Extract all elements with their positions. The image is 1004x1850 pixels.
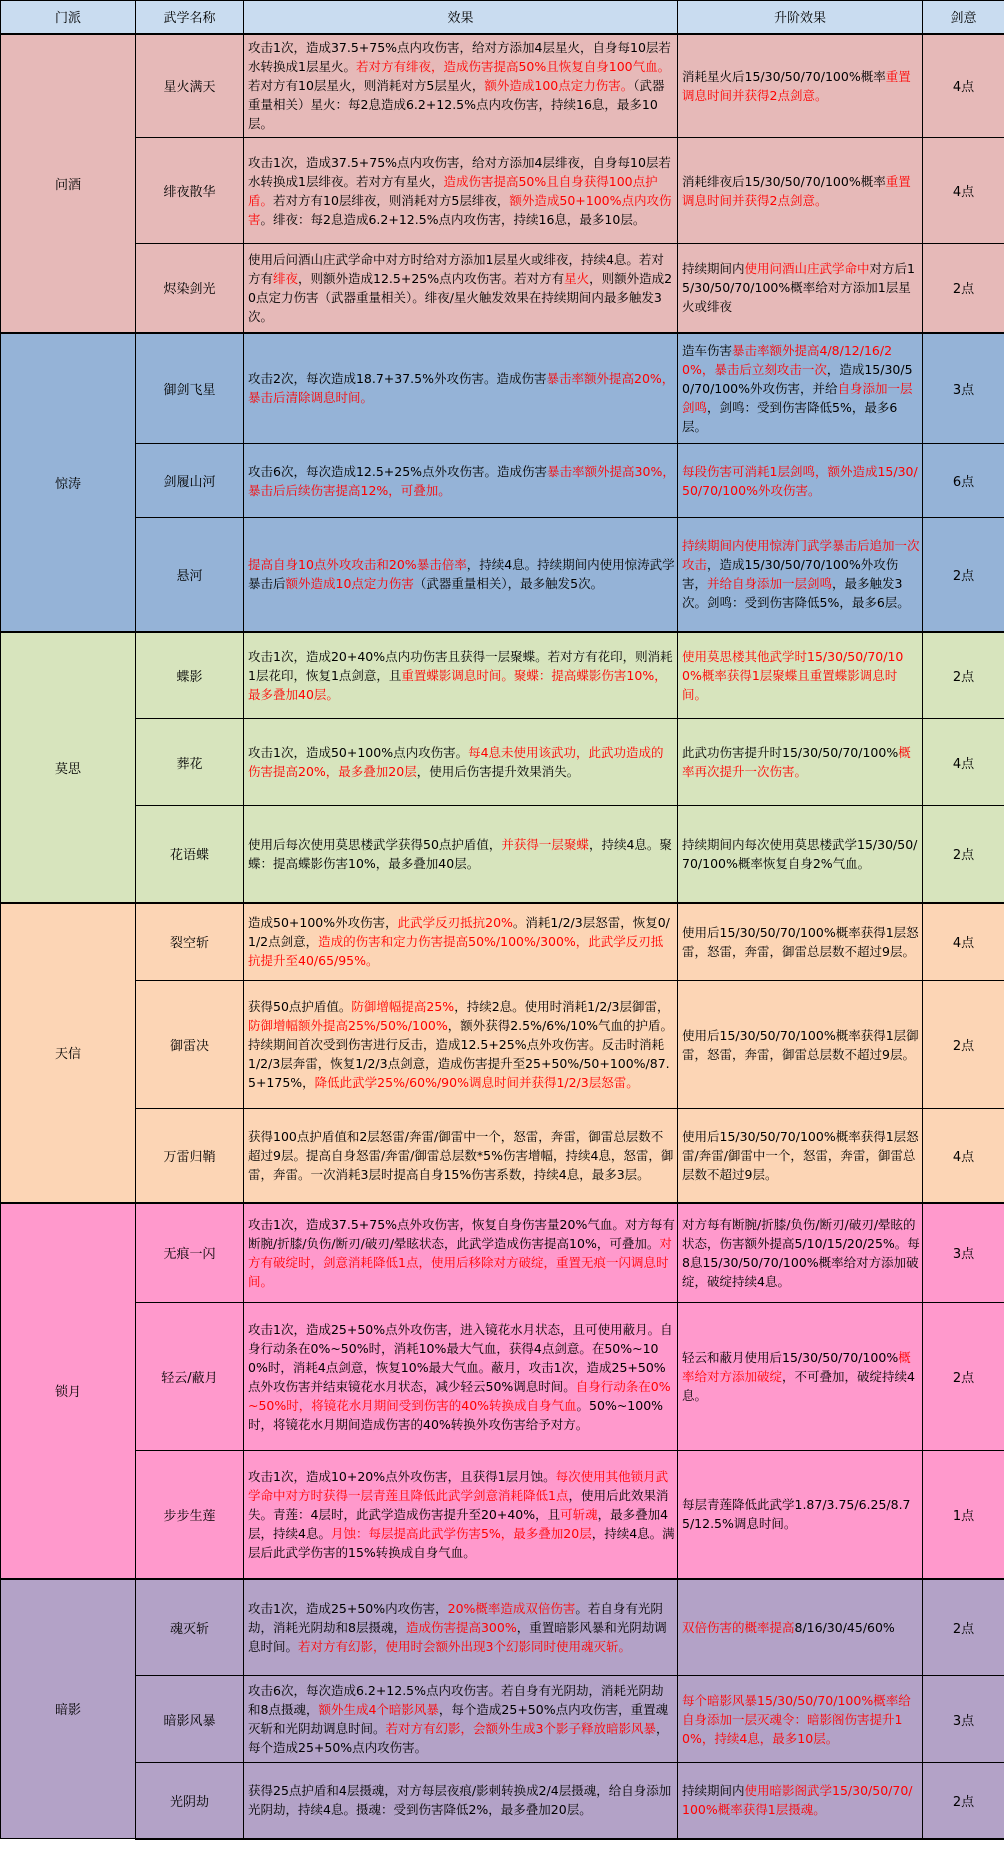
plain-text: ，则额外造成12.5+25%点内攻伤害。若对方有 [298,270,565,286]
highlighted-text: 额外造成100点定力伤害。 [484,78,634,94]
plain-text: 造成50+100%外攻伤害， [248,915,398,931]
skill-row [1,1203,1004,1303]
plain-text: 消耗星火后15/30/50/70/100%概率 [682,68,886,84]
skill-name-cell: 光阴劫 [136,1763,244,1839]
plain-text: 8/16/30/45/60% [794,1619,895,1635]
skill-row [1,1676,1004,1763]
plain-text: （武器重量相关），最多触发5次。 [413,576,604,592]
plain-text: 持续期间内 [682,1783,745,1799]
sword-intent-cell: 2点 [923,632,1004,719]
effect-cell [244,34,678,138]
plain-text: 。若自身有光阴劫，消耗光阴劫和8层摄魂， [248,1600,663,1635]
plain-text: 使用后15/30/50/70/100%概率获得1层怒雷，怒雷，奔雷，御雷总层数不超过9层。 [682,924,919,959]
sect-cell: 莫思 [1,632,136,903]
effect-cell [244,719,678,806]
plain-text: ，使用后此效果消失。青莲：4层时，此武学造成伤害提升至20+40%，且 [248,1487,669,1522]
sect-cell: 问酒 [1,34,136,333]
column-header: 效果 [244,1,678,34]
skill-name-cell: 葬花 [136,719,244,806]
highlighted-text: 每4息未使用该武功，此武功造成的伤害提高20%，最多叠加20层 [248,745,664,779]
highlighted-text: 概率给对方添加破绽 [682,1350,911,1384]
skill-name-cell: 暗影风暴 [136,1676,244,1763]
highlighted-text: 暴击率额外提高30%，暴击后后续伤害提高12%，可叠加。 [248,463,675,498]
upgrade-effect-cell [678,719,923,806]
plain-text: 攻击2次，每次造成18.7+37.5%外攻伤害。造成伤害 [248,371,547,387]
highlighted-text: 星火 [564,270,590,286]
effect-cell [244,1763,678,1839]
plain-text: 造车伤害 [682,342,733,358]
plain-text: ，不可叠加，破绽持续4息。 [682,1369,915,1403]
column-header: 武学名称 [136,1,244,34]
effect-cell [244,903,678,981]
plain-text: 若对方有10层绯夜，则消耗对方5层绯夜， [273,192,510,208]
upgrade-effect-cell [678,444,923,518]
highlighted-text: 若对方有幻影，使用时会额外出现3个幻影同时使用魂灭斩。 [298,1638,631,1654]
highlighted-text: 绯夜 [273,270,299,286]
sword-intent-cell: 4点 [923,719,1004,806]
plain-text: ，持续4息。持续期间内使用惊涛武学暴击后 [248,557,675,592]
plain-text: ，持续4息。满层后此武学伤害的15%转换成自身气血。 [248,1525,675,1560]
plain-text: ，则额外造成20点定力伤害（武器重量相关）。绯夜/星火触发效果在持续期间内最多触发3次。 [248,270,673,324]
highlighted-text: 重置调息时间并获得2点剑意。 [682,68,911,103]
skill-row [1,903,1004,981]
column-header: 升阶效果 [678,1,923,34]
highlighted-text: 每段伤害可消耗1层剑鸣，额外造成15/30/50/70/100%外攻伤害。 [682,463,918,498]
plain-text: 对方后15/30/50/70/100%概率给对方添加1层星火或绯夜 [682,261,915,315]
skill-row [1,138,1004,244]
sword-intent-cell: 1点 [923,1451,1004,1579]
plain-text: 攻击1次，造成37.5+75%点内攻伤害，给对方添加4层星火，自身每10层若水转换成1层星火。 [248,40,671,75]
upgrade-effect-cell [678,1676,923,1763]
effect-cell [244,1676,678,1763]
upgrade-effect-cell [678,1763,923,1839]
column-header: 剑意 [923,1,1004,34]
highlighted-text: 降低此武学25%/60%/90%调息时间并获得1/2/3层怒雷。 [314,1075,639,1090]
skill-name-cell: 悬河 [136,518,244,632]
plain-text: 消耗绯夜后15/30/50/70/100%概率 [682,173,886,189]
plain-text: 获得100点护盾值和2层怒雷/奔雷/御雷中一个，怒雷，奔雷，御雷总层数不超过9层。提高自身怒雷/奔雷/御雷总层数*5%伤害增幅，持续4息，怒雷，御雷，奔雷。一次消耗3层时提高自身15%伤害系数，持续4息，最多3层。 [248,1128,674,1182]
sect-cell: 天信 [1,903,136,1203]
highlighted-text: 20%概率造成双倍伤害 [447,1600,576,1616]
highlighted-text: 此武学反刃抵抗20% [397,915,513,931]
highlighted-text: 月蚀：每层提高此武学伤害5%，最多叠加20层 [330,1525,592,1541]
plain-text: 使用后问酒山庄武学命中对方时给对方添加1层星火或绯夜，持续4息。若对方有 [248,251,664,286]
skill-row [1,34,1004,138]
skill-row [1,1579,1004,1676]
skill-row [1,1109,1004,1203]
skill-name-cell: 御剑飞星 [136,333,244,444]
skill-row [1,806,1004,903]
skill-name-cell: 魂灭斩 [136,1579,244,1676]
highlighted-text: 双倍伤害的概率提高 [682,1619,795,1635]
highlighted-text: 造成伤害提高50%且自身获得100点护盾。 [248,173,658,208]
plain-text: ，最多触发3次。剑鸣：受到伤害降低5%，最多6层。 [682,576,910,611]
plain-text: 攻击1次，造成25+50%内攻伤害， [248,1600,448,1616]
highlighted-text: 可斩魂 [560,1506,598,1522]
effect-cell [244,244,678,333]
effect-cell [244,138,678,244]
highlighted-text: 使用暗影阁武学15/30/50/70/100%概率获得1层摄魂。 [682,1783,913,1818]
plain-text: ，重置暗影风暴和光阴劫调息时间。 [248,1619,667,1654]
plain-text: 攻击6次，每次造成12.5+25%点外攻伤害。造成伤害 [248,463,548,479]
plain-text: ，持续2息。使用时消耗1/2/3层御雷， [454,999,670,1014]
sword-intent-cell: 3点 [923,1676,1004,1763]
highlighted-text: 每次使用其他锁月武学命中对方时获得一层青莲且降低此武学剑意消耗降低1点 [248,1468,669,1503]
highlighted-text: 若对方有绯夜，造成伤害提高50%且恢复自身100气血。 [355,59,671,75]
effect-cell [244,1303,678,1451]
plain-text: 。绯夜：每2息造成6.2+12.5%点内攻伤害，持续16息，最多10层。 [260,211,646,227]
sword-intent-cell: 4点 [923,1109,1004,1203]
skill-name-cell: 剑履山河 [136,444,244,518]
highlighted-text: 并给自身添加一层剑鸣 [707,576,833,592]
sword-intent-cell: 2点 [923,1303,1004,1451]
skill-row [1,518,1004,632]
upgrade-effect-cell [678,518,923,632]
sword-intent-cell: 2点 [923,981,1004,1109]
plain-text: 若对方有10层星火，则消耗对方5层星火， [248,78,485,94]
plain-text: ，额外获得2.5%/6%/10%气血的护盾。持续期间首次受到伤害进行反击，造成12.5+25%点外攻伤害。反击时消耗1/2/3层奔雷，恢复1/2/3点剑意，造成伤害提升至25+50%/50+100%/87.5+175%， [248,1018,674,1090]
plain-text: （武器重量相关）星火：每2息造成6.2+12.5%点内攻伤害，持续16息，最多10层。 [248,78,665,132]
highlighted-text: 造成的伤害和定力伤害提高50%/100%/300%，此武学反刃抵抗提升至40/65/95%。 [248,934,664,969]
plain-text: 使用后15/30/50/70/100%概率获得1层怒雷/奔雷/御雷中一个，怒雷，奔雷，御雷总层数不超过9层。 [682,1128,919,1182]
skill-row [1,632,1004,719]
highlighted-text: 每个暗影风暴15/30/50/70/100%概率给自身添加一层灭魂令：暗影阁伤害提升10%，持续4息，最多10层。 [682,1692,911,1746]
highlighted-text: 造成伤害提高300% [405,1619,517,1635]
skill-name-cell: 裂空斩 [136,903,244,981]
highlighted-text: 重置调息时间并获得2点剑意。 [682,173,911,208]
highlighted-text: 额外造成50+100%点内攻伤害 [248,192,672,227]
plain-text: 使用后15/30/50/70/100%概率获得1层御雷，怒雷，奔雷，御雷总层数不超过9层。 [682,1027,919,1062]
plain-text: 获得25点护盾和4层摄魂，对方每层夜痕/影刺转换成2/4层摄魂，给自身添加光阴劫，持续4息。摄魂：受到伤害降低2%，最多叠加20层。 [248,1783,672,1818]
plain-text: 持续期间内 [682,261,745,277]
upgrade-effect-cell [678,1579,923,1676]
plain-text: 每层青莲降低此武学1.87/3.75/6.25/8.75/12.5%调息时间。 [682,1497,911,1532]
sect-cell: 惊涛 [1,333,136,632]
sword-intent-cell: 3点 [923,333,1004,444]
upgrade-effect-cell [678,244,923,333]
highlighted-text: 概率再次提升一次伤害。 [682,745,911,779]
plain-text: 使用后每次使用莫思楼武学获得50点护盾值， [248,836,502,852]
upgrade-effect-cell [678,632,923,719]
plain-text: 获得50点护盾值。 [248,999,352,1014]
plain-text: ，最多叠加4层，持续4息。 [248,1506,669,1541]
skill-row [1,719,1004,806]
skill-row [1,333,1004,444]
plain-text: ，每个造成25+50%点内攻伤害。 [248,1721,669,1755]
highlighted-text: 自身行动条在0%~50%时，将镜花水月期间受到伤害的40%转换成自身气血 [248,1378,671,1413]
skill-row [1,1303,1004,1451]
effect-cell [244,981,678,1109]
effect-cell [244,1579,678,1676]
upgrade-effect-cell [678,806,923,903]
plain-text: 轻云和蔽月使用后15/30/50/70/100% [682,1350,899,1365]
upgrade-effect-cell [678,981,923,1109]
upgrade-effect-cell [678,138,923,244]
highlighted-text: 若对方有幻影，会额外生成3个影子释放暗影风暴 [385,1721,656,1736]
effect-cell [244,1109,678,1203]
sword-intent-cell: 2点 [923,518,1004,632]
sword-intent-cell: 4点 [923,34,1004,138]
column-header: 门派 [1,1,136,34]
plain-text: ，造成15/30/50/70/100%外攻伤害，并给 [682,361,913,396]
effect-cell [244,444,678,518]
highlighted-text: 额外造成10点定力伤害 [285,576,414,592]
plain-text: 攻击1次，造成50+100%点内攻伤害。 [248,745,469,760]
skill-row [1,981,1004,1109]
plain-text: ，剑鸣：受到伤害降低5%，最多6层。 [682,399,898,434]
upgrade-effect-cell [678,903,923,981]
upgrade-effect-cell [678,1109,923,1203]
skill-row [1,244,1004,333]
skill-name-cell: 绯夜散华 [136,138,244,244]
sword-intent-cell: 2点 [923,244,1004,333]
plain-text: ，造成15/30/50/70/100%外攻伤害， [682,557,899,592]
highlighted-text: 自身添加一层剑鸣 [682,380,913,415]
plain-text: 攻击1次，造成37.5+75%点内攻伤害，给对方添加4层绯夜，自身每10层若水转换成1层绯夜。若对方有星火， [248,154,671,189]
plain-text: ，每个造成25+50%点内攻伤害，重置魂灭斩和光阴劫调息时间。 [248,1702,669,1736]
plain-text: ，使用后伤害提升效果消失。 [416,764,580,779]
highlighted-text: 防御增幅额外提高25%/50%/100% [248,1018,448,1033]
plain-text: 对方每有断腕/折膝/负伤/断刃/破刃/晕眩的状态，伤害额外提高5/10/15/20/25%。每8息15/30/50/70/100%概率给对方添加破绽，破绽持续4息。 [682,1216,920,1289]
skill-name-cell: 步步生莲 [136,1451,244,1579]
effect-cell [244,632,678,719]
highlighted-text: 暴击率额外提高4/8/12/16/20%，暴击后立刻攻击一次 [682,342,893,377]
plain-text: 此武功伤害提升时15/30/50/70/100% [682,745,899,760]
plain-text: 攻击1次，造成20+40%点内功伤害且获得一层聚蝶。若对方有花印，则消耗1层花印，恢复1点剑意，且 [248,648,673,683]
sword-intent-cell: 2点 [923,1579,1004,1676]
sword-intent-cell: 3点 [923,1203,1004,1303]
upgrade-effect-cell [678,333,923,444]
plain-text: 攻击1次，造成10+20%点外攻伤害，且获得1层月蚀。 [248,1468,556,1484]
upgrade-effect-cell [678,1303,923,1451]
skill-name-cell: 御雷决 [136,981,244,1109]
effect-cell [244,1203,678,1303]
effect-cell [244,1451,678,1579]
highlighted-text: 防御增幅提高25% [351,999,455,1014]
highlighted-text: 提高自身10点外攻攻击和20%暴击倍率 [248,557,467,573]
plain-text: 。50%~100%时，将镜花水月期间造成伤害的40%转换外攻伤害给予对方。 [248,1397,664,1432]
highlighted-text: 额外生成4个暗影风暴 [318,1702,439,1717]
plain-text: 攻击1次，造成37.5+75%点外攻伤害，恢复自身伤害量20%气血。对方每有断腕/折膝/负伤/断刃/破刃/晕眩状态，此武学造成伤害提高10%，可叠加。 [248,1216,675,1251]
skill-name-cell: 花语蝶 [136,806,244,903]
skill-name-cell: 无痕一闪 [136,1203,244,1303]
sword-intent-cell: 4点 [923,903,1004,981]
skill-row [1,1763,1004,1839]
highlighted-text: 暴击率额外提高20%，暴击后清除调息时间。 [248,371,675,406]
skill-name-cell: 蝶影 [136,632,244,719]
highlighted-text: 并获得一层聚蝶 [501,836,589,852]
sword-intent-cell: 2点 [923,806,1004,903]
skill-row [1,444,1004,518]
highlighted-text: 对方有破绽时，剑意消耗降低1点，使用后移除对方破绽，重置无痕一闪调息时间。 [248,1235,672,1289]
skill-name-cell: 烬染剑光 [136,244,244,333]
upgrade-effect-cell [678,1451,923,1579]
skill-row [1,1451,1004,1579]
plain-text: 持续期间内每次使用莫思楼武学15/30/50/70/100%概率恢复自身2%气血。 [682,836,918,871]
highlighted-text: 重置蝶影调息时间。聚蝶：提高蝶影伤害10%，最多叠加40层。 [248,667,667,702]
upgrade-effect-cell [678,1203,923,1303]
upgrade-effect-cell [678,34,923,138]
effect-cell [244,518,678,632]
sect-cell: 暗影 [1,1579,136,1839]
sword-intent-cell: 2点 [923,1763,1004,1839]
plain-text: 。消耗1/2/3层怒雷，恢复0/1/2点剑意， [248,915,670,950]
plain-text: 攻击6次，每次造成6.2+12.5%点内攻伤害。若自身有光阴劫，消耗光阴劫和8点摄魂， [248,1683,664,1717]
header-row [1,1,1004,34]
highlighted-text: 持续期间内使用惊涛门武学暴击后追加一次攻击 [682,538,920,573]
plain-text: ，持续4息。聚蝶：提高蝶影伤害10%，最多叠加40层。 [248,836,672,871]
sect-cell: 锁月 [1,1203,136,1579]
skill-name-cell: 星火满天 [136,34,244,138]
sword-intent-cell: 6点 [923,444,1004,518]
plain-text: 攻击1次，造成25+50%点外攻伤害，进入镜花水月状态，且可使用蔽月。自身行动条在0%~50%时，消耗10%最大气血，获得4点剑意。在50%~100%时，消耗4点剑意，恢复10%最大气血。蔽月，攻击1次，造成25+50%点外攻伤害并结束镜花水月状态，减少轻云50%调息时间。 [248,1321,673,1394]
effect-cell [244,806,678,903]
effect-cell [244,333,678,444]
highlighted-text: 使用莫思楼其他武学时15/30/50/70/100%概率获得1层聚蝶且重置蝶影调息时间。 [682,648,904,702]
skill-name-cell: 万雷归鞘 [136,1109,244,1203]
skill-name-cell: 轻云/蔽月 [136,1303,244,1451]
highlighted-text: 使用问酒山庄武学命中 [744,261,870,277]
sword-intent-cell: 4点 [923,138,1004,244]
